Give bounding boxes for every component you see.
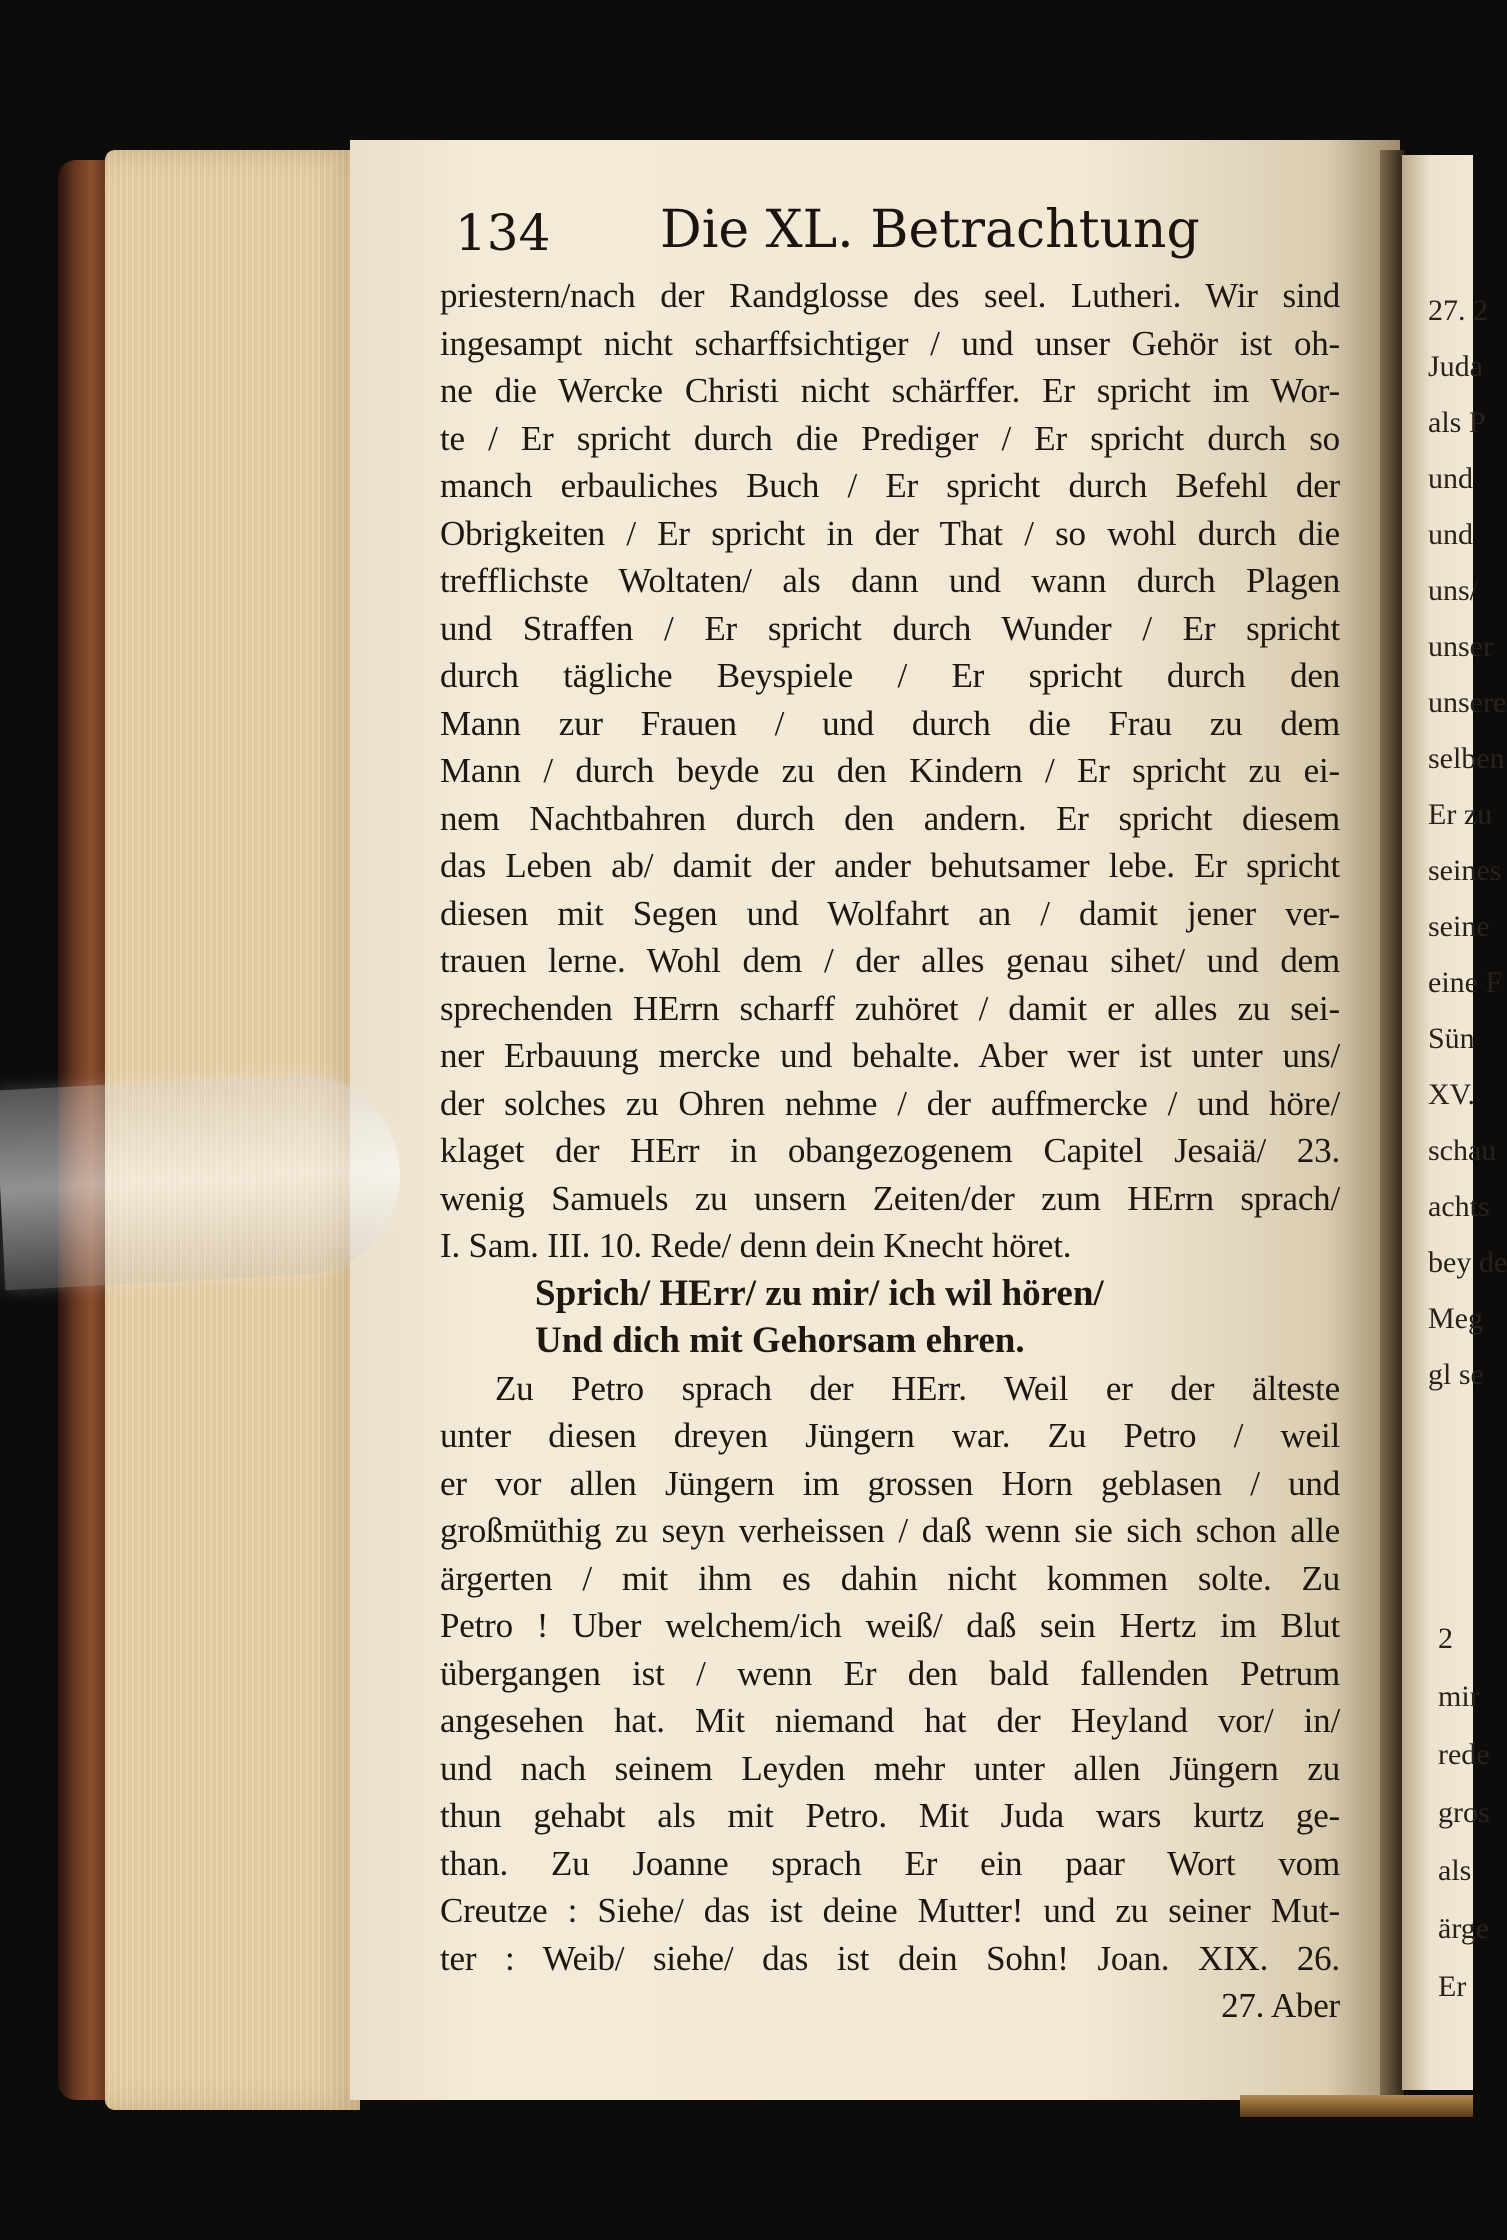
text-line: Creutze : Siehe/ das ist deine Mutter! und zu seiner Mut- [440,1891,1340,1930]
right-page-fragment: XV. [1428,1078,1475,1111]
text-line: übergangen ist / wenn Er den bald fallenden Petrum [440,1653,1340,1693]
text-line: trefflichste Woltaten/ als dann und wann durch Plagen [440,561,1340,600]
text-line: ärgerten / mit ihm es dahin nicht kommen solte. Zu [440,1558,1340,1598]
book-gutter [1380,150,1404,2100]
right-page-text [1428,283,1507,1403]
text-line: und Straffen / Er spricht durch Wunder / Er spricht [440,608,1340,648]
text-line: Mann zur Frauen / und durch die Frau zu dem [440,703,1340,743]
right-page-fragment: achts [1428,1190,1490,1223]
text-line: diesen mit Segen und Wolfahrt an / damit jener ver- [440,893,1340,933]
right-page-fragment: mir [1438,1680,1480,1713]
page-header [455,200,1335,270]
right-page-fragment: seine [1428,910,1490,943]
verse-line: Und dich mit Gehorsam ehren. [535,1320,1025,1361]
right-page-fragment: ärge [1438,1912,1490,1945]
right-page-fragment: Sün [1428,1022,1475,1055]
text-line: Petro ! Uber welchem/ich weiß/ daß sein Hertz im Blut [440,1606,1340,1645]
right-page-fragment: unser [1428,630,1493,663]
catchword: 27. Aber [1221,1986,1340,2025]
text-line: das Leben ab/ damit der ander behutsamer lebe. Er spricht [440,846,1340,885]
right-page-fragment: rede [1438,1738,1490,1771]
text-line: thun gehabt als mit Petro. Mit Juda wars kurtz ge- [440,1796,1340,1835]
running-head: Die XL. Betrachtung [660,200,1200,260]
text-line: und nach seinem Leyden mehr unter allen Jüngern zu [440,1748,1340,1788]
right-page-fragment: eine F [1428,966,1503,999]
text-line: er vor allen Jüngern im grossen Horn geblasen / und [440,1463,1340,1503]
right-page-fragment: Meg [1428,1302,1483,1335]
text-line: ner Erbauung mercke und behalte. Aber wer ist unter uns/ [440,1036,1340,1075]
right-page-fragment: als P [1428,406,1486,439]
right-page-fragment: Er [1438,1970,1467,2003]
text-line: ne die Wercke Christi nicht schärffer. Er spricht im Wor- [440,371,1340,410]
text-line: klaget der HErr in obangezogenem Capitel Jesaiä/ 23. [440,1131,1340,1170]
right-page-fragment: gros [1438,1796,1490,1829]
text-line: Zu Petro sprach der HErr. Weil er der älteste [495,1368,1340,1408]
right-page-fragment: gl se [1428,1358,1484,1391]
text-line: angesehen hat. Mit niemand hat der Heyland vor/ in/ [440,1701,1340,1740]
text-line: ter : Weib/ siehe/ das ist dein Sohn! Joan. XIX. 26. [440,1938,1340,1978]
right-page-fragment: 27. 2 [1428,294,1488,327]
right-page-fragment: Juda [1428,350,1483,383]
page-weight-strip [0,1070,405,1291]
right-page-text-lower [1438,1610,1490,2016]
text-line: manch erbauliches Buch / Er spricht durch Befehl der [440,466,1340,505]
text-line: trauen lerne. Wohl dem / der alles genau sihet/ und dem [440,941,1340,980]
right-page-fragment: und [1428,462,1473,495]
right-page-fragment: unsere [1428,686,1507,719]
text-line: der solches zu Ohren nehme / der auffmercke / und höre/ [440,1083,1340,1123]
right-page-fragment: Er zu [1428,798,1493,831]
page-number: 134 [455,204,551,262]
right-page-fragment: selben [1428,742,1505,775]
text-line: unter diesen dreyen Jüngern war. Zu Petro / weil [440,1416,1340,1455]
text-line: ingesampt nicht scharffsichtiger / und unser Gehör ist oh- [440,323,1340,363]
page-body [440,272,1340,2030]
text-line: te / Er spricht durch die Prediger / Er spricht durch so [440,418,1340,458]
text-line: sprechenden HErrn scharff zuhöret / damit er alles zu sei- [440,988,1340,1028]
text-line: großmüthig zu seyn verheissen / daß wenn sie sich schon alle [440,1511,1340,1550]
right-page-fragment: als [1438,1854,1472,1887]
text-line: wenig Samuels zu unsern Zeiten/der zum HErrn sprach/ [440,1178,1340,1218]
verse-line: Sprich/ HErr/ zu mir/ ich wil hören/ [535,1272,1104,1314]
right-page-fragment: uns/ [1428,574,1479,607]
right-page-fragment: seines [1428,854,1502,887]
text-line: durch tägliche Beyspiele / Er spricht durch den [440,656,1340,695]
text-line: priestern/nach der Randglosse des seel. Lutheri. Wir sind [440,276,1340,315]
text-line: than. Zu Joanne sprach Er ein paar Wort vom [440,1843,1340,1883]
right-page-fragment: schau [1428,1134,1497,1167]
right-page-edge [1240,2095,1473,2117]
text-line: nem Nachtbahren durch den andern. Er spricht diesem [440,798,1340,838]
right-page-fragment: 2 [1438,1622,1453,1655]
right-page-fragment: bey de [1428,1246,1507,1279]
text-line: Obrigkeiten / Er spricht in der That / so wohl durch die [440,513,1340,553]
text-line: I. Sam. III. 10. Rede/ denn dein Knecht höret. [440,1226,1072,1265]
text-line: Mann / durch beyde zu den Kindern / Er spricht zu ei- [440,751,1340,790]
right-page-fragment: und [1428,518,1473,551]
